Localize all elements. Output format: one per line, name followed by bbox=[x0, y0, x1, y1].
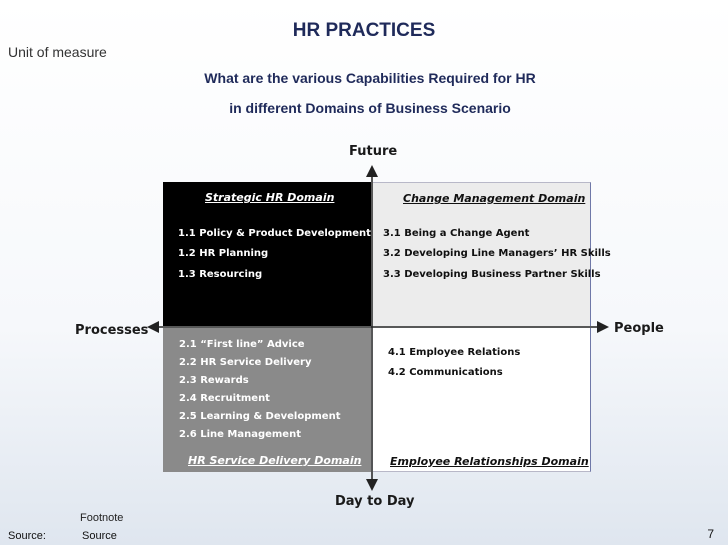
axis-label-people: People bbox=[614, 321, 664, 336]
unit-of-measure: Unit of measure bbox=[8, 44, 107, 60]
change-item-1: 3.1 Being a Change Agent bbox=[383, 228, 530, 239]
employee-item-2: 4.2 Communications bbox=[388, 367, 503, 378]
service-item-6: 2.6 Line Management bbox=[179, 429, 301, 440]
strategic-domain-title: Strategic HR Domain bbox=[205, 191, 335, 204]
question-line-2: in different Domains of Business Scenario bbox=[229, 100, 511, 116]
service-item-5: 2.5 Learning & Development bbox=[179, 411, 341, 422]
service-item-3: 2.3 Rewards bbox=[179, 375, 249, 386]
source-label: Source: bbox=[8, 530, 46, 542]
strategic-item-3: 1.3 Resourcing bbox=[178, 269, 263, 280]
question-line-1: What are the various Capabilities Required for HR bbox=[204, 70, 536, 86]
strategic-item-2: 1.2 HR Planning bbox=[178, 248, 269, 259]
slide-title: HR PRACTICES bbox=[292, 20, 436, 41]
axis-label-day-to-day: Day to Day bbox=[335, 494, 415, 509]
axis-label-processes: Processes bbox=[75, 323, 149, 338]
footnote: Footnote bbox=[80, 512, 124, 524]
service-item-4: 2.4 Recruitment bbox=[179, 393, 270, 404]
change-item-2: 3.2 Developing Line Managers’ HR Skills bbox=[383, 248, 611, 259]
strategic-item-1: 1.1 Policy & Product Development bbox=[178, 228, 371, 239]
service-item-1: 2.1 “First line” Advice bbox=[179, 339, 305, 350]
service-item-2: 2.2 HR Service Delivery bbox=[179, 357, 312, 368]
source-value: Source bbox=[82, 530, 117, 542]
page-number: 7 bbox=[707, 527, 714, 541]
employee-domain-title: Employee Relationships Domain bbox=[390, 455, 589, 468]
change-item-3: 3.3 Developing Business Partner Skills bbox=[383, 269, 601, 280]
service-domain-title: HR Service Delivery Domain bbox=[188, 454, 362, 467]
change-domain-title: Change Management Domain bbox=[403, 192, 586, 205]
employee-item-1: 4.1 Employee Relations bbox=[388, 347, 521, 358]
axis-label-future: Future bbox=[349, 144, 398, 159]
